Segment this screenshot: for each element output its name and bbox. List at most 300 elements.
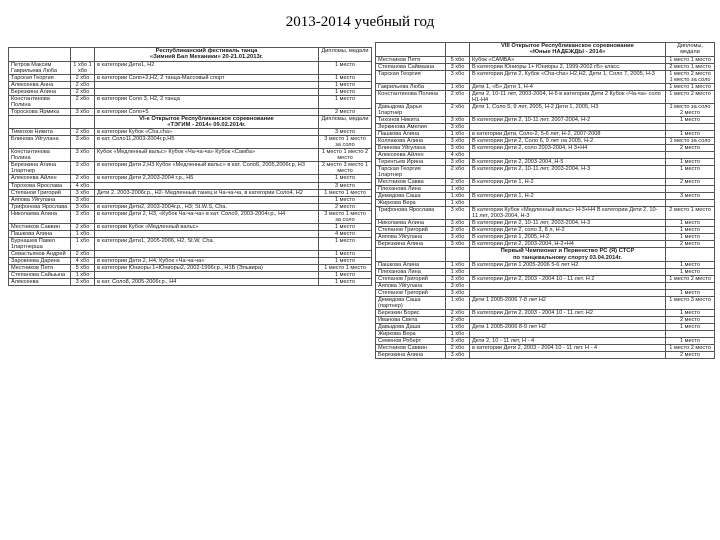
group-code: 1 хбо <box>446 200 470 207</box>
table-row <box>9 149 372 162</box>
participant-name: Тарская Георгия <box>376 70 446 83</box>
table-row <box>376 116 715 123</box>
event-category: В категории Дети 2, 2003-2004, Н-5 <box>470 158 666 165</box>
event-category: В категории Дети 1, 2005, Н-2 <box>470 234 666 241</box>
event-category: Дети 2, 2003-2006г.р., Н2- Медленный танец и Ча-ча-ча, в категории Соло4, Н2 <box>95 189 319 196</box>
blank-cell <box>71 48 95 62</box>
competition-heading-line: «Зимний Бал Механики» 20-21.01.2013г. <box>149 54 264 61</box>
event-category: В категории Дети 2, Кубок «Cha-cha» Н2,Н2, Дети 1, Соло 7, 2005, Н-3 <box>470 70 666 83</box>
result-place: 1 место 1 место <box>666 56 715 63</box>
participant-name: Березкина Алина 1партнер <box>9 162 71 175</box>
result-place: 1 место 1 место <box>319 264 372 271</box>
table-row <box>9 175 372 182</box>
group-code: 2 хбо <box>71 81 95 88</box>
event-category: В категории Дети 2, соло 3, 8 л, Н-2 <box>470 227 666 234</box>
blank-cell <box>71 115 95 129</box>
group-code: 3 хбо <box>446 352 470 359</box>
participant-name: Алексеева Айлен <box>9 175 71 182</box>
table-row <box>376 103 715 116</box>
result-place: 1 место <box>666 130 715 137</box>
event-category <box>95 182 319 189</box>
event-category: в категории Дети1, 2005-2006, Н2, St.W, Cha. <box>95 237 319 250</box>
group-code: 1 хбо <box>446 186 470 193</box>
table-row <box>9 136 372 149</box>
table-row <box>9 88 372 95</box>
result-place: 1 место <box>666 116 715 123</box>
table-row <box>376 130 715 137</box>
event-category <box>470 200 666 207</box>
group-code: 3 хбо <box>71 108 95 115</box>
group-code: 3 хбо <box>446 116 470 123</box>
participant-name: Блинова Уйгулана <box>376 144 446 151</box>
participant-name: Константинова Полина <box>376 90 446 103</box>
participant-name: Алексеева Айлен <box>376 151 446 158</box>
result-place: 1 место <box>319 250 372 257</box>
result-place: 3 место <box>666 193 715 200</box>
table-row <box>376 331 715 338</box>
participant-name: Местников Саввин <box>9 223 71 230</box>
group-code: 2 хбо <box>446 166 470 179</box>
result-place: 1 место <box>666 310 715 317</box>
result-place: 1 место <box>319 257 372 264</box>
table-row <box>9 223 372 230</box>
group-code: 1 хбо <box>446 331 470 338</box>
group-code: 2 хбо <box>446 179 470 186</box>
participant-name: Алексеева Анна <box>9 81 71 88</box>
group-code: 2 хбо <box>446 317 470 324</box>
participant-name: Местников Петя <box>376 56 446 63</box>
event-category: В категории Дети 2, 2003 - 2004 10 - 11 лет. Н2 <box>470 310 666 317</box>
group-code: 5 хбо <box>446 56 470 63</box>
event-category <box>470 317 666 324</box>
result-place: 1 место за соло <box>666 137 715 144</box>
event-category: Дети 1 2005-2006 7-8 лет Н2 <box>470 297 666 310</box>
group-code: 4 хбо <box>446 151 470 158</box>
event-category: в кат. Соло11,2003-2004г.р,Н5 <box>95 136 319 149</box>
table-row <box>376 158 715 165</box>
result-place <box>666 186 715 193</box>
table-row <box>376 290 715 297</box>
participant-name: Местников Саввин <box>376 345 446 352</box>
table-row <box>9 129 372 136</box>
result-place <box>666 123 715 130</box>
table-row <box>376 297 715 310</box>
participant-name: Березкина Алина <box>376 241 446 248</box>
participant-name: Демидова Саша (партнер) <box>376 297 446 310</box>
table-row <box>376 186 715 193</box>
participant-name: Аяпова Уйгулана <box>9 196 71 203</box>
competition-heading <box>470 248 666 262</box>
event-category <box>470 123 666 130</box>
participant-name: Алексеева <box>9 278 71 285</box>
event-category: Дети 1, «Б» Дети 1, Н-4 <box>470 83 666 90</box>
participant-name: Пашкова Алина <box>376 261 446 268</box>
participant-name: Трифонова Ярослава <box>376 207 446 220</box>
participant-name: Севастьянов Андрей <box>9 250 71 257</box>
result-place: 1 место 2 место <box>666 275 715 282</box>
table-row <box>9 95 372 108</box>
participant-name: Петров Максим Гаврильева Люба <box>9 61 71 74</box>
event-category: В категории Дети 2, 2003 - 2004 10 - 11 лет. Н 2 <box>470 275 666 282</box>
result-column-header: Дипломы, медали <box>319 115 372 129</box>
participant-name: Местников Савва <box>376 179 446 186</box>
group-code: 3 хбо <box>71 162 95 175</box>
participant-name: Давыдова Дарья 1партнер <box>376 103 446 116</box>
result-place <box>666 282 715 289</box>
participant-name: Степанов Григорий <box>376 275 446 282</box>
event-category: Кубок «САМБА» <box>470 56 666 63</box>
group-code: 3 хбо <box>71 149 95 162</box>
table-row <box>376 179 715 186</box>
result-place: 1 место <box>319 95 372 108</box>
group-code: 3 хбо <box>446 220 470 227</box>
blank-cell <box>376 248 446 262</box>
result-place: 2 место <box>666 241 715 248</box>
group-code: 1 хбо <box>446 83 470 90</box>
competition-heading <box>470 43 666 57</box>
table-row <box>376 63 715 70</box>
event-category: В категории Дети 2, 10-11 лет, 2007-2004, Н-2 <box>470 116 666 123</box>
group-code: 1 хбо <box>71 271 95 278</box>
table-row <box>9 189 372 196</box>
table-row <box>9 108 372 115</box>
table-row <box>9 271 372 278</box>
group-code: 3 хбо <box>71 136 95 149</box>
table-row <box>376 282 715 289</box>
result-place: 1 место 1 место <box>666 83 715 90</box>
event-category <box>95 88 319 95</box>
result-place: 2 место 1 место <box>666 63 715 70</box>
event-category <box>470 352 666 359</box>
participant-name: Константинова Полина <box>9 149 71 162</box>
result-place: 2 место <box>666 352 715 359</box>
table-row <box>9 278 372 285</box>
table-row <box>9 196 372 203</box>
event-category: в кат. Соло8, 2005-2006г.р., Н4 <box>95 278 319 285</box>
result-place: 2 место 1 место <box>666 207 715 220</box>
group-code: 1 хбо <box>71 237 95 250</box>
competition-heading-line: «ТЭГИМ - 2014» 09.02.2014г. <box>167 122 246 128</box>
table-row <box>376 227 715 234</box>
result-place: 2 место 3 место 1 место <box>319 162 372 175</box>
group-code: 3 хбо <box>446 123 470 130</box>
right-results-table <box>375 42 715 359</box>
participant-name: Иванова Света <box>376 317 446 324</box>
event-category: Дети 2, 10 - 11 лет, Н - 4 <box>470 338 666 345</box>
group-code: 3 хбо <box>446 234 470 241</box>
group-code: 2 хбо <box>71 95 95 108</box>
table-row <box>9 61 372 74</box>
participant-name: Плеханова Лина <box>376 186 446 193</box>
event-category <box>95 250 319 257</box>
group-code: 3 хбо <box>71 203 95 210</box>
competition-heading-line: Первый Чемпионат и Первенство РС (Я) СТСР <box>500 248 635 255</box>
table-row <box>376 144 715 151</box>
table-row <box>9 74 372 81</box>
result-place: 1 место <box>666 261 715 268</box>
group-code: 2 хбо <box>446 90 470 103</box>
participant-name: Степанова Сайыына <box>9 271 71 278</box>
event-category <box>95 196 319 203</box>
competition-heading-line: по танцевальному спорту 03.04.2014г. <box>513 254 622 261</box>
result-column-header: Дипломы, медали <box>666 43 715 57</box>
participant-name: Давыдова Даша <box>376 324 446 331</box>
table-row <box>376 83 715 90</box>
event-category <box>470 151 666 158</box>
group-code: 3 хбо <box>71 210 95 223</box>
group-code: 3 хбо <box>446 338 470 345</box>
result-place: 1 место <box>319 271 372 278</box>
table-row <box>376 220 715 227</box>
section-header-row <box>376 43 715 57</box>
event-category <box>470 186 666 193</box>
competition-heading-line: «Юные НАДЕЖДЫ - 2014» <box>529 49 606 56</box>
participant-name: Березкин Борис <box>376 310 446 317</box>
participant-name: Николаева Алина <box>376 220 446 227</box>
event-category: В категории Юниоры 1+ Юниоры 2, 1999-2002 гБ» класс. <box>470 63 666 70</box>
result-place: 1 место <box>319 81 372 88</box>
group-code: 3 хбо <box>446 63 470 70</box>
section-header-row <box>9 48 372 62</box>
table-row <box>376 268 715 275</box>
table-row <box>9 182 372 189</box>
table-row <box>376 324 715 331</box>
event-category: В категории Дети 2, 2003-2004, Н-2+Н4 <box>470 241 666 248</box>
result-place: 1 место <box>666 338 715 345</box>
group-code: 3 хбо <box>71 278 95 285</box>
event-category: в категории Соло 3, Н2, 2 танца <box>95 95 319 108</box>
event-category: в категории Юниоры 1+Юниоры2, 2002-1996г.р., Н1Б (Эльвира) <box>95 264 319 271</box>
group-code: 1 хбо <box>446 261 470 268</box>
group-code: 2 хбо <box>71 88 95 95</box>
result-place: 3 место <box>319 129 372 136</box>
group-code: 4 хбо <box>71 257 95 264</box>
participant-name: Тороскова Ярмика <box>9 108 71 115</box>
participant-name: Аяпова Уйгулана <box>376 282 446 289</box>
competition-heading-line: VI-е Открытое Республиканское соревнование <box>139 115 274 122</box>
table-row <box>376 90 715 103</box>
group-code: 3 хбо <box>446 137 470 144</box>
result-place: 1 место <box>666 268 715 275</box>
table-row <box>376 151 715 158</box>
result-place: 1 место <box>666 166 715 179</box>
participant-name: Жиркова Вера <box>376 331 446 338</box>
event-category: в категории Дети, Соло-2, 5-6 лет, Н-2, 2007-2008 <box>470 130 666 137</box>
event-category <box>95 81 319 88</box>
event-category: В категории Дети 2, 10-11 лет, 2003-2004, Н-3 <box>470 166 666 179</box>
participant-name: Тихонов Никита <box>376 116 446 123</box>
competition-heading <box>95 115 319 129</box>
result-place: 2 место <box>319 108 372 115</box>
table-row <box>376 261 715 268</box>
participant-name: Степанов Григорий <box>9 189 71 196</box>
group-code: 4 хбо <box>71 182 95 189</box>
table-row <box>376 275 715 282</box>
participant-name: Константинова Полина <box>9 95 71 108</box>
table-row <box>9 210 372 223</box>
group-code: 2 хбо <box>71 250 95 257</box>
result-place: 2 место <box>666 179 715 186</box>
table-row <box>376 310 715 317</box>
participant-name: Колпакова Алина <box>376 137 446 144</box>
event-category <box>470 290 666 297</box>
group-code: 3 хбо <box>446 241 470 248</box>
participant-name: Гаврильева Люба <box>376 83 446 90</box>
participant-name: Бурнашев Павел 1партнерша <box>9 237 71 250</box>
table-row <box>9 250 372 257</box>
event-category: В категории Дети 2, Соло 6, 9 лет на 2005, Н-2 <box>470 137 666 144</box>
event-category: в категории Соло+5 <box>95 108 319 115</box>
group-code: 3 хбо <box>71 196 95 203</box>
table-row <box>376 200 715 207</box>
table-row <box>9 230 372 237</box>
competition-heading <box>95 48 319 62</box>
result-column-header <box>666 248 715 262</box>
participant-name: Терентьев Ирина <box>376 158 446 165</box>
table-row <box>9 257 372 264</box>
table-row <box>9 162 372 175</box>
section-header-row <box>376 248 715 262</box>
event-category: В категории Кубок «Медленный вальс» Н-3+Н4 В категории Дети 2, 10-11 лет, 2003-2004, Н-3 <box>470 207 666 220</box>
table-row <box>376 241 715 248</box>
blank-cell <box>9 48 71 62</box>
table-row <box>9 264 372 271</box>
event-category: в категории Дети 2,2003-2004 г.р., Н5 <box>95 175 319 182</box>
group-code: 2 хбо <box>446 345 470 352</box>
event-category: в категории Кубок «Cha.cha» <box>95 129 319 136</box>
event-category: В категории Дети 1, Н-2 <box>470 193 666 200</box>
participant-name: Демидова Саша <box>376 193 446 200</box>
result-place <box>666 331 715 338</box>
event-category: в категории Дети 2,Н3 Кубок «Медленный вальс» в кат. Соло6, 2005,2006г.р, Н3 <box>95 162 319 175</box>
participant-name: Местников Петя <box>9 264 71 271</box>
result-place <box>666 151 715 158</box>
result-place: 4 место <box>319 230 372 237</box>
participant-name: Аяпова Уйгулана <box>376 234 446 241</box>
participant-name: Торохова Ярослава <box>9 182 71 189</box>
group-code: 1 хбо <box>446 268 470 275</box>
participant-name: Пашкова Алина <box>9 230 71 237</box>
event-category: в категории Дети2, 2003-2004г.р., Н3; St.W.S, Cha. <box>95 203 319 210</box>
group-code: 3 хбо <box>446 282 470 289</box>
group-code: 2 хбо <box>71 223 95 230</box>
result-place: 3 место 1 место за соло <box>319 210 372 223</box>
event-category <box>470 268 666 275</box>
event-category: В категории Дети 1 2005-2006 5-6 лет Н2 <box>470 261 666 268</box>
table-row <box>9 203 372 210</box>
participant-name: Тарская Георгия 1партнер <box>376 166 446 179</box>
table-row <box>376 317 715 324</box>
group-code: 2 хбо <box>71 175 95 182</box>
result-place: 1 место 3 место <box>666 297 715 310</box>
group-code: 1 хбо 1 хбо <box>71 61 95 74</box>
result-column-header: Дипломы, медали <box>319 48 372 62</box>
participant-name: Николаева Алина <box>9 210 71 223</box>
group-code: 3 хбо <box>446 70 470 83</box>
group-code: 1 хбо <box>446 297 470 310</box>
section-header-row <box>9 115 372 129</box>
group-code: 2 хбо <box>446 103 470 116</box>
blank-cell <box>446 248 470 262</box>
participant-name: Степанова Саймаана <box>376 63 446 70</box>
participant-name: Березкина Алина <box>376 352 446 359</box>
participant-name: Заровнева Дарина <box>9 257 71 264</box>
group-code: 5 хбо <box>71 264 95 271</box>
result-place <box>666 200 715 207</box>
result-place: 1 место <box>666 234 715 241</box>
group-code: 1 хбо <box>446 130 470 137</box>
page-title: 2013-2014 учебный год <box>285 14 435 30</box>
group-code: 2 хбо <box>71 129 95 136</box>
group-code: 2 хбо <box>71 74 95 81</box>
group-code: 2 хбо <box>446 310 470 317</box>
participant-name: Зеркинова Амелия <box>376 123 446 130</box>
result-place: 1 место <box>319 196 372 203</box>
event-category <box>95 271 319 278</box>
event-category: в категории Дети1, Н2 <box>95 61 319 74</box>
group-code: 1 хбо <box>71 230 95 237</box>
table-row <box>376 338 715 345</box>
result-place: 1 место <box>666 290 715 297</box>
result-place: 1 место 1 место <box>319 189 372 196</box>
table-row <box>376 352 715 359</box>
result-place: 1 место <box>666 324 715 331</box>
participant-name: Тарская Георгия <box>9 74 71 81</box>
competition-heading-line: Республиканский фестиваль танца <box>155 48 258 54</box>
participant-name: Березкина Алина <box>9 88 71 95</box>
result-place: 1 место <box>319 88 372 95</box>
group-code: 3 хбо <box>71 189 95 196</box>
event-category: в категории Дети 2, Н4, Кубок «Ча-ча-ча» <box>95 257 319 264</box>
table-row <box>9 81 372 88</box>
result-place: 1 место <box>319 278 372 285</box>
result-place: 1 место <box>319 74 372 81</box>
result-place: 1 место 1 место 2 место <box>319 149 372 162</box>
group-code: 3 хбо <box>446 290 470 297</box>
table-row <box>376 345 715 352</box>
group-code: 1 хбо <box>446 193 470 200</box>
table-row <box>376 234 715 241</box>
blank-cell <box>376 43 446 57</box>
result-place: 1 место <box>666 220 715 227</box>
result-place: 1 место <box>666 158 715 165</box>
event-category: Дети 1 2005-2006 8-9 лет Н2 <box>470 324 666 331</box>
group-code: 3 хбо <box>446 207 470 220</box>
event-category: В категории Дети 2, соло 2003-2004, Н 3+Н4 <box>470 144 666 151</box>
group-code: 1 хбо <box>446 324 470 331</box>
participant-name: Трифонова Ярослава <box>9 203 71 210</box>
participant-name: Семенов Роберт <box>376 338 446 345</box>
table-row <box>376 137 715 144</box>
result-place: 2 место <box>666 144 715 151</box>
participant-name: Степанов Григорий <box>376 227 446 234</box>
participant-name: Плеханова Лина <box>376 268 446 275</box>
event-category <box>470 282 666 289</box>
participant-name: Пашкова Алина <box>376 130 446 137</box>
result-place: 1 место <box>319 175 372 182</box>
group-code: 3 хбо <box>446 227 470 234</box>
event-category <box>470 331 666 338</box>
event-category: В категории Дети 2, 10-11 лет, 2003-2004, Н-3 <box>470 220 666 227</box>
event-category: в категории Кубок «Медленный вальс» <box>95 223 319 230</box>
event-category: В категории Дети 1, Н-2 <box>470 179 666 186</box>
table-row <box>376 193 715 200</box>
result-place: 1 место <box>319 61 372 74</box>
result-place: 1 место <box>319 223 372 230</box>
table-row <box>376 56 715 63</box>
group-code: 3 хбо <box>446 144 470 151</box>
participant-name: Блинова Уйгулана <box>9 136 71 149</box>
